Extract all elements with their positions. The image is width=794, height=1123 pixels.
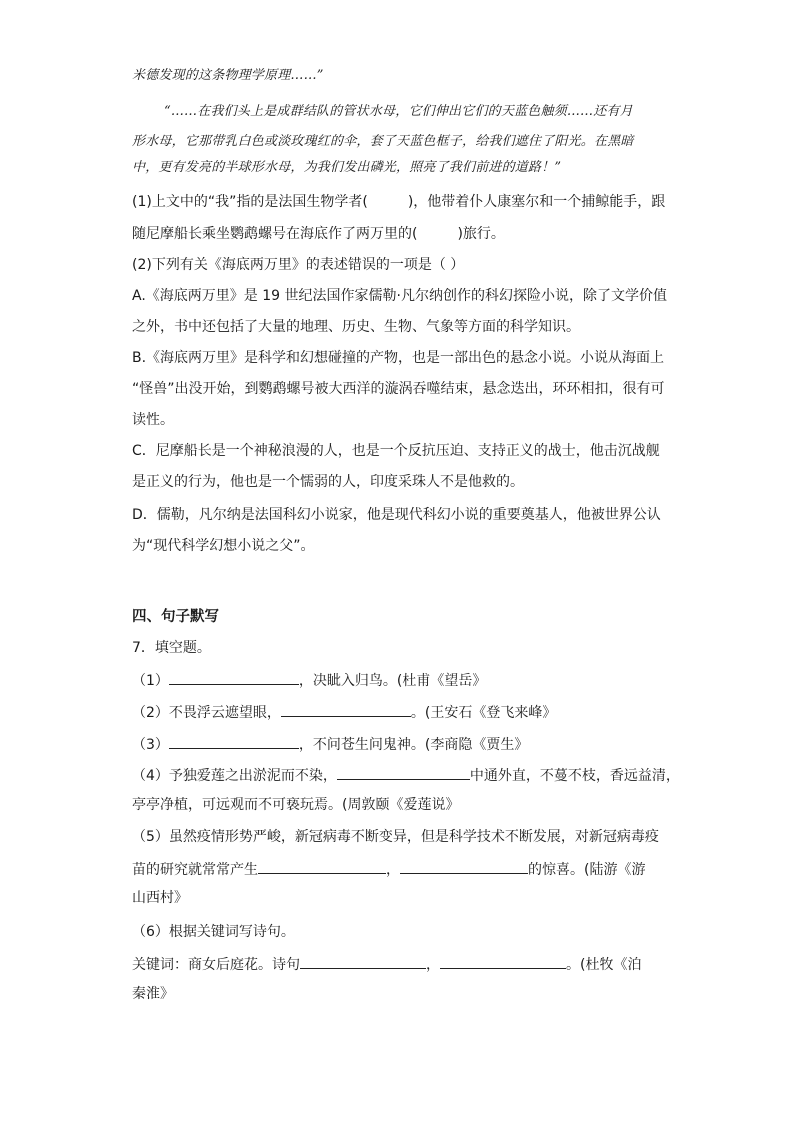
fill-item-1 — [132, 670, 486, 690]
question-2-stem: (2)下列有关《海底两万里》的表述错误的一项是（ ） — [132, 257, 465, 273]
item-2-prefix: （2）不畏浮云遮望眼， — [132, 705, 281, 721]
q1-text-c: 随尼摩船长乘坐鹦鹉螺号在海底作了两万里的( — [132, 226, 418, 242]
item-4-suffix: 中通外直，不蔓不枝，香远益清， — [469, 768, 680, 784]
item-5-blank-2[interactable] — [400, 859, 528, 874]
item-6-prefix: 关键词：商女后庭花。诗句 — [132, 957, 300, 973]
item-6-suffix: 。(杜牧《泊 — [566, 957, 642, 973]
option-c-line-1: C．尼摩船长是一个神秘浪漫的人，也是一个反抗压迫、支持正义的战士，他击沉战舰 — [132, 443, 660, 459]
q1-text-d: )旅行。 — [457, 226, 505, 242]
option-b-line-2: “怪兽”出没开始，到鹦鹉螺号被大西洋的漩涡吞噬结束，悬念迭出，环环相扣，很有可 — [132, 381, 665, 397]
item-6-comma: ， — [426, 957, 440, 973]
option-a-line-1: A.《海底两万里》是 19 世纪法国作家儒勒·凡尔纳创作的科幻探险小说，除了文学价值 — [132, 288, 667, 304]
question-1-line-1 — [132, 193, 665, 211]
item-5-blank-1[interactable] — [258, 859, 386, 874]
option-b-line-3: 读性。 — [132, 412, 174, 428]
item-4-blank[interactable] — [337, 765, 470, 780]
item-3-blank[interactable] — [169, 734, 299, 749]
item-2-suffix: 。(王安石《登飞来峰》 — [410, 705, 557, 721]
fill-item-5-line-3: 山西村》 — [132, 890, 188, 906]
section-heading: 四、句子默写 — [132, 609, 219, 625]
item-1-blank[interactable] — [169, 670, 299, 685]
quote-line-3: 形水母，它那带乳白色或淡玫瑰红的伞，套了天蓝色框子，给我们遮住了阳光。在黑暗 — [132, 134, 634, 149]
fill-item-3 — [132, 734, 528, 754]
item-1-suffix: ，决眦入归鸟。(杜甫《望岳》 — [298, 673, 487, 689]
item-1-prefix: （1） — [132, 673, 169, 689]
option-b-line-1: B.《海底两万里》是科学和幻想碰撞的产物，也是一部出色的悬念小说。小说从海面上 — [132, 350, 665, 366]
fill-item-4 — [132, 765, 680, 785]
item-6-blank-1[interactable] — [300, 954, 426, 969]
item-5-prefix: 苗的研究就常常产生 — [132, 862, 258, 878]
option-d-line-2: 为“现代科学幻想小说之父”。 — [132, 538, 315, 554]
quote-line-2: “……在我们头上是成群结队的管状水母，它们伸出它们的天蓝色触须……还有月 — [164, 104, 633, 119]
fill-item-5-line-2 — [132, 859, 645, 879]
item-5-comma: ， — [386, 862, 400, 878]
q1-text-a: (1)上文中的“我”指的是法国生物学者( — [132, 194, 368, 210]
option-c-line-2: 是正义的行为，他也是一个懦弱的人，印度采珠人不是他救的。 — [132, 474, 524, 490]
quote-line-1: 米德发现的这条物理学原理……” — [132, 68, 324, 83]
fill-item-2 — [132, 702, 556, 722]
item-3-prefix: （3） — [132, 737, 169, 753]
option-a-line-2: 之外，书中还包括了大量的地理、历史、生物、气象等方面的科学知识。 — [132, 319, 580, 335]
fill-item-6-line-1: （6）根据关键词写诗句。 — [132, 924, 295, 940]
question-1-line-2 — [132, 225, 505, 243]
fill-item-6-line-2 — [132, 954, 641, 974]
quote-line-4: 中，更有发亮的半球形水母，为我们发出磷光，照亮了我们前进的道路！” — [132, 160, 562, 175]
fill-item-6-line-3: 秦淮》 — [132, 986, 174, 1002]
item-4-prefix: （4）予独爱莲之出淤泥而不染， — [132, 768, 337, 784]
fill-item-4-line-2: 亭亭净植，可远观而不可亵玩焉。(周敦颐《爱莲说》 — [132, 797, 460, 813]
option-d-line-1: D．儒勒，凡尔纳是法国科幻小说家，他是现代科幻小说的重要奠基人，他被世界公认 — [132, 507, 661, 523]
item-3-suffix: ，不问苍生问鬼神。(李商隐《贾生》 — [298, 737, 529, 753]
fill-item-5-line-1: （5）虽然疫情形势严峻，新冠病毒不断变异，但是科学技术不断发展，对新冠病毒疫 — [132, 829, 659, 845]
question-7-title: 7．填空题。 — [132, 640, 211, 656]
item-5-suffix: 的惊喜。(陆游《游 — [528, 862, 646, 878]
item-2-blank[interactable] — [281, 702, 411, 717]
q1-text-b: )，他带着仆人康塞尔和一个捕鲸能手，跟 — [407, 194, 666, 210]
item-6-blank-2[interactable] — [440, 954, 566, 969]
